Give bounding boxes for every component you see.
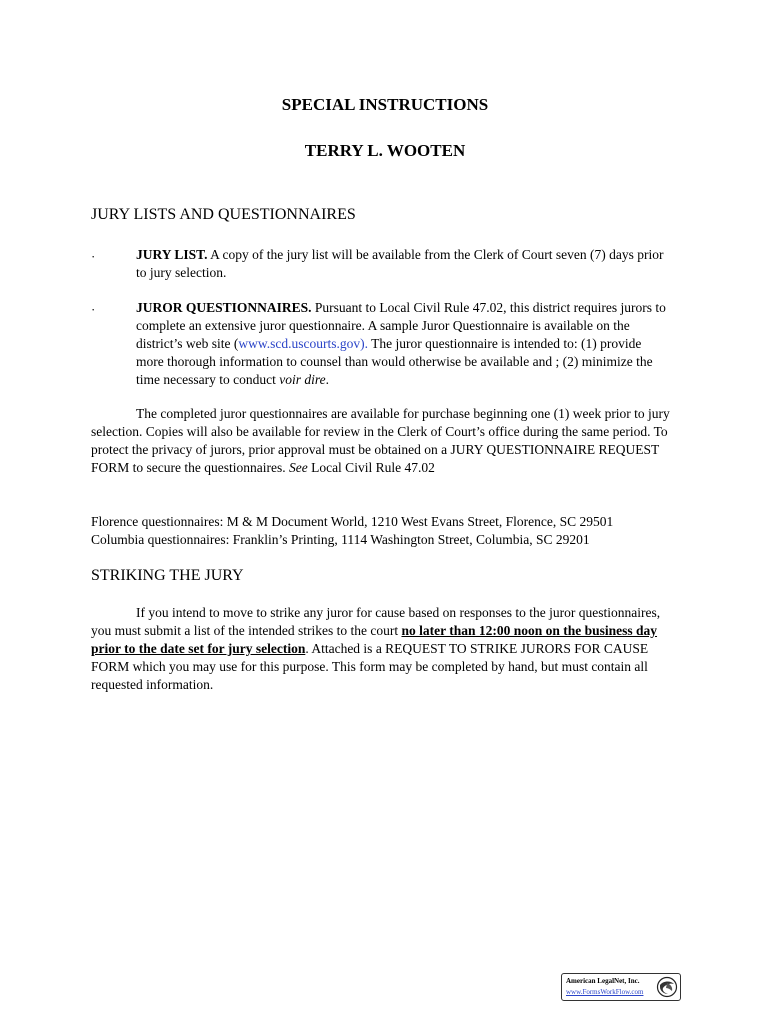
bullet-marker: ·: [91, 302, 96, 317]
section-heading-jury-lists: JURY LISTS AND QUESTIONNAIRES: [91, 206, 356, 223]
page-title: SPECIAL INSTRUCTIONS: [281, 95, 489, 114]
strike-deadline: no later than 12:00 noon on the business day prior to the date set for jury selection: [91, 623, 658, 656]
rule-reference: Local Civil Rule 47.02: [307, 460, 435, 475]
bullet-marker: ·: [91, 249, 96, 264]
availability-text: The completed juror questionnaires are available for purchase beginning one (1) week prior to jury selection. Copies will also be available for review in the Clerk of Court’s office during the same period. To protect the privacy of jurors, prior approval must be obtained on a JURY QUESTIONNAIRE REQUEST FORM to secure the questionnaires.: [91, 406, 670, 475]
striking-text: If you intend to move to strike any juror for cause based on responses to the juror questionnaires, you must submit a list of the intended strikes to the court: [91, 605, 661, 638]
juror-questionnaires-text-cont: The juror questionnaire is intended to: (1) provide more thorough information to counsel than would otherwise be available and ; (2) minimize the time necessary to conduct: [136, 336, 653, 387]
district-website-link[interactable]: www.scd.uscourts.gov).: [238, 336, 368, 351]
florence-questionnaires-line: Florence questionnaires: M & M Document World, 1210 West Evans Street, Florence, SC 29501: [91, 514, 614, 529]
jury-list-item: [136, 246, 666, 282]
striking-jury-paragraph: [91, 604, 671, 694]
voir-dire-term: voir dire: [279, 372, 326, 387]
questionnaire-availability-paragraph: [91, 405, 671, 477]
stamp-company-name: American LegalNet, Inc.: [566, 977, 640, 985]
striking-text-cont: . Attached is a REQUEST TO STRIKE JURORS FOR CAUSE FORM which you may use for this purpose. This form may be completed by hand, but must contain all requested information.: [91, 641, 649, 692]
juror-questionnaires-label: JUROR QUESTIONNAIRES.: [136, 300, 312, 315]
footer-stamp: [561, 973, 681, 1001]
jury-list-text: A copy of the jury list will be available from the Clerk of Court seven (7) days prior to jury selection.: [136, 247, 664, 280]
stamp-url-link[interactable]: www.FormsWorkFlow.com: [566, 988, 644, 996]
jury-list-label: JURY LIST.: [136, 247, 208, 262]
see-reference: See: [288, 460, 308, 475]
juror-questionnaires-item: [136, 299, 666, 389]
end-punctuation: .: [325, 372, 329, 387]
columbia-questionnaires-line: Columbia questionnaires: Franklin’s Printing, 1114 Washington Street, Columbia, SC 29201: [91, 532, 590, 547]
section-heading-striking-jury: STRIKING THE JURY: [91, 567, 244, 584]
globe-logo-icon: [656, 976, 678, 998]
juror-questionnaires-text: Pursuant to Local Civil Rule 47.02, this district requires jurors to complete an extensive juror questionnaire. A sample Juror Questionnaire is available on the district’s web site (: [136, 300, 666, 351]
judge-name: TERRY L. WOOTEN: [304, 141, 466, 160]
